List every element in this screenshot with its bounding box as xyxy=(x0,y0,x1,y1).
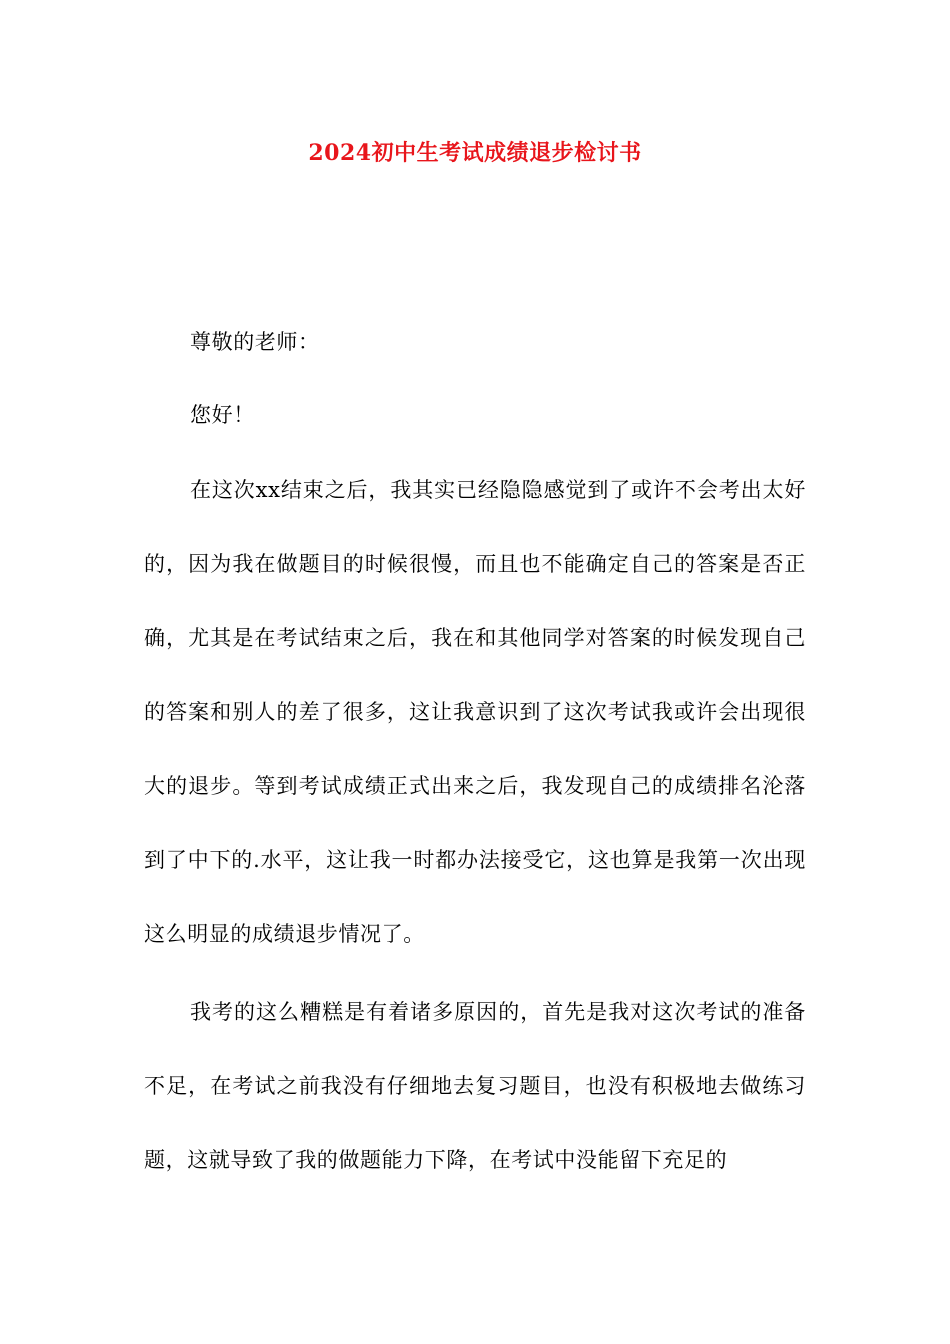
body-paragraph-2: 我考的这么糟糕是有着诸多原因的，首先是我对这次考试的准备不足，在考试之前我没有仔细地去复习题目，也没有积极地去做练习题，这就导致了我的做题能力下降，在考试中没能留下充足的 xyxy=(144,1000,806,1172)
body-paragraph-1: 在这次xx结束之后，我其实已经隐隐感觉到了或许不会考出太好的，因为我在做题目的时候很慢，而且也不能确定自己的答案是否正确，尤其是在考试结束之后，我在和其他同学对答案的时候发现自己的答案和别人的差了很多，这让我意识到了这次考试我或许会出现很大的退步。等到考试成绩正式出来之后，我发现自己的成绩排名沦落到了中下的.水平，这让我一时都办法接受它，这也算是我第一次出现这么明显的成绩退步情况了。 xyxy=(144,478,806,946)
salutation: 尊敬的老师： xyxy=(190,330,320,354)
greeting: 您好！ xyxy=(190,403,255,427)
document-title: 2024初中生考试成绩退步检讨书 xyxy=(308,140,642,166)
